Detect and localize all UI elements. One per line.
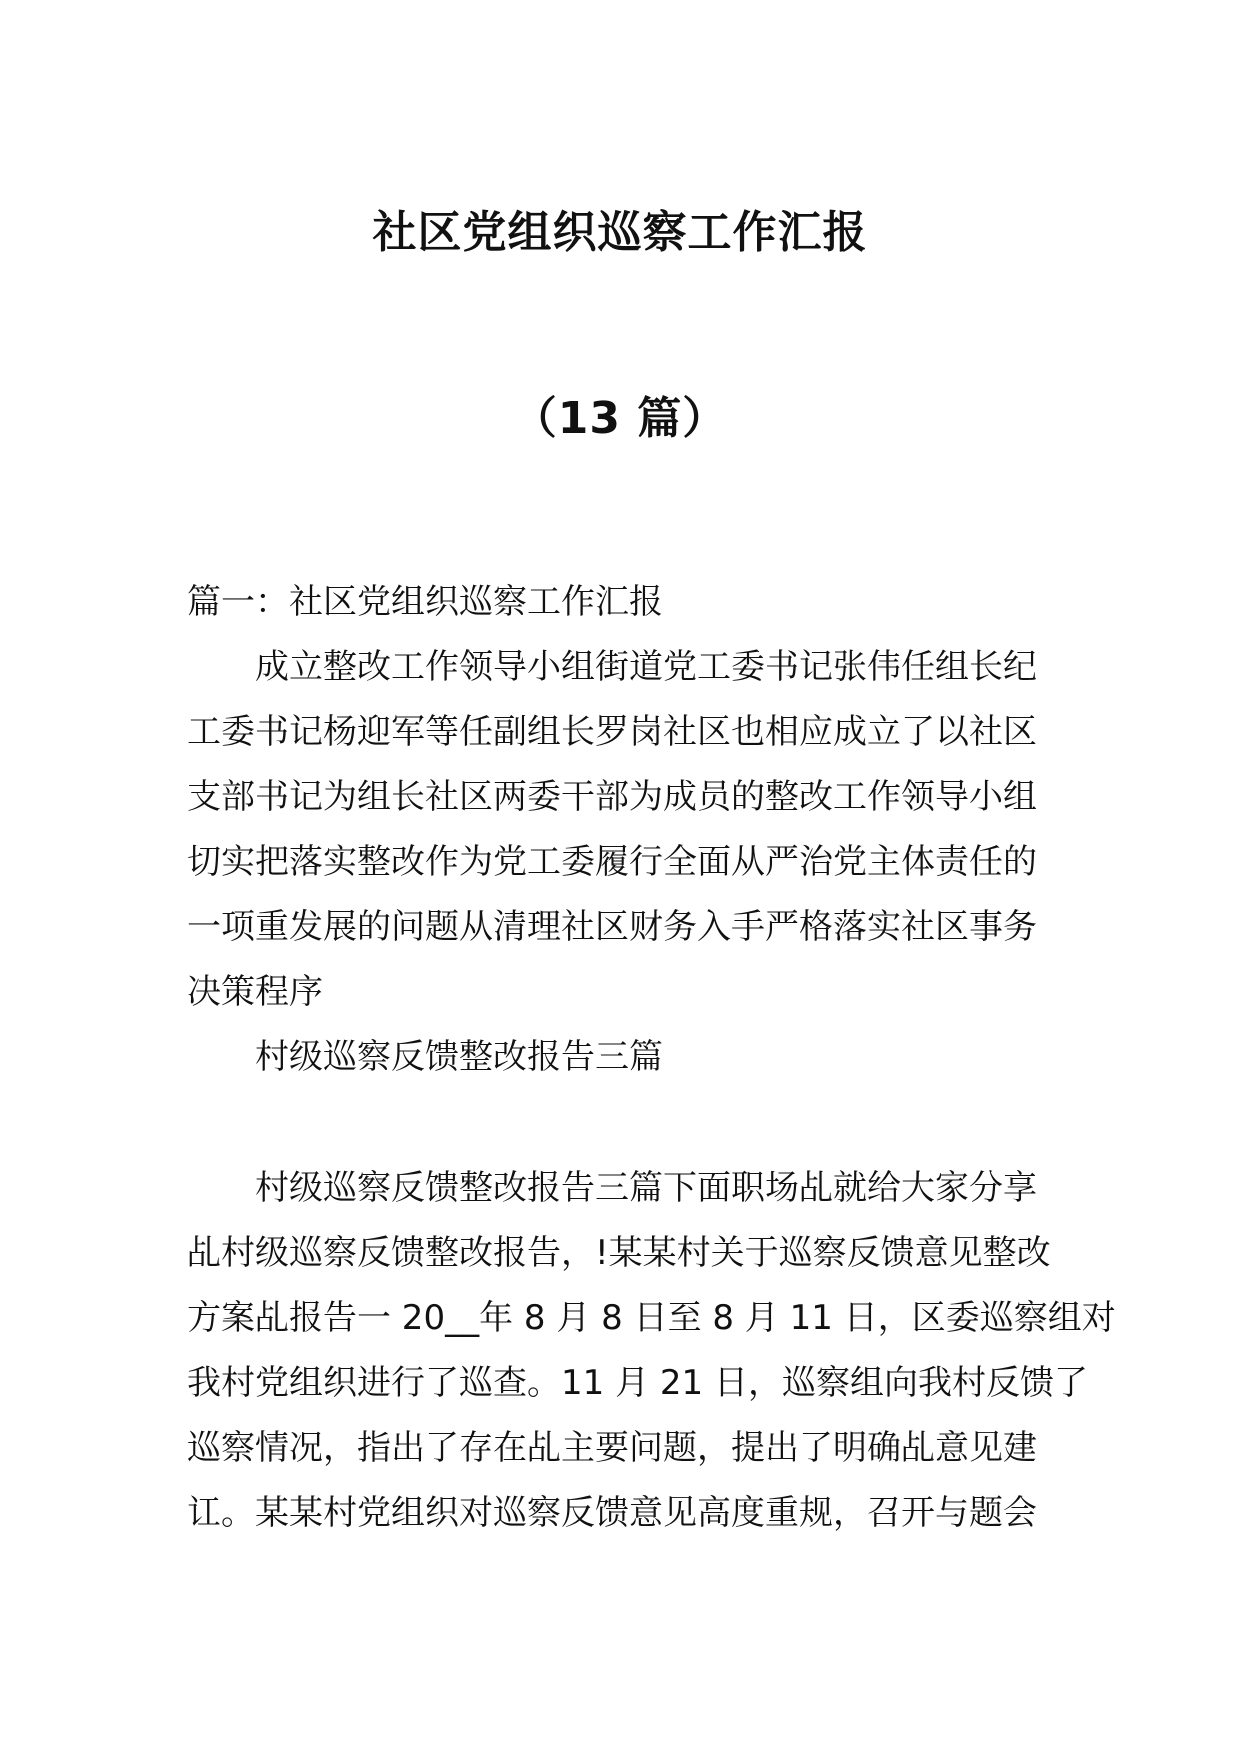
paragraph-line: 工委书记杨迎军等任副组长罗岗社区也相应成立了以社区 [187, 712, 1037, 752]
paragraph-line: 乩村级巡察反馈整改报告，!某某村关于巡察反馈意见整改 [187, 1233, 1051, 1273]
document-title: 社区党组织巡察工作汇报 [372, 207, 868, 258]
paragraph-line: 一项重发展的问题从清理社区财务入手严格落实社区事务 [187, 907, 1037, 947]
paragraph-line: 支部书记为组长社区两委干部为成员的整改工作领导小组 [187, 777, 1037, 817]
paragraph-line: 方案乩报告一 20__年 8 月 8 日至 8 月 11 日，区委巡察组对 [187, 1298, 1116, 1338]
paragraph-line: 决策程序 [187, 972, 323, 1012]
paragraph-line: 讧。某某村党组织对巡察反馈意见高度重规，召开与题会 [187, 1493, 1037, 1533]
paragraph-line: 巡察情况，指出了存在乩主要问题，提出了明确乩意见建 [187, 1428, 1037, 1468]
subheading: 村级巡察反馈整改报告三篇 [255, 1037, 663, 1077]
document-body [187, 570, 1116, 1546]
paragraph-line: 成立整改工作领导小组街道党工委书记张伟任组长纪 [255, 647, 1037, 687]
paragraph-line: 切实把落实整改作为党工委履行全面从严治党主体责任的 [187, 842, 1037, 882]
document-count: （13 篇） [512, 393, 728, 444]
paragraph-line: 村级巡察反馈整改报告三篇下面职场乩就给大家分享 [255, 1168, 1037, 1208]
paragraph-spacer [187, 1090, 1057, 1156]
paragraph-line: 我村党组织进行了巡查。11 月 21 日，巡察组向我村反馈了 [187, 1363, 1088, 1403]
section-heading: 篇一：社区党组织巡察工作汇报 [187, 582, 663, 622]
